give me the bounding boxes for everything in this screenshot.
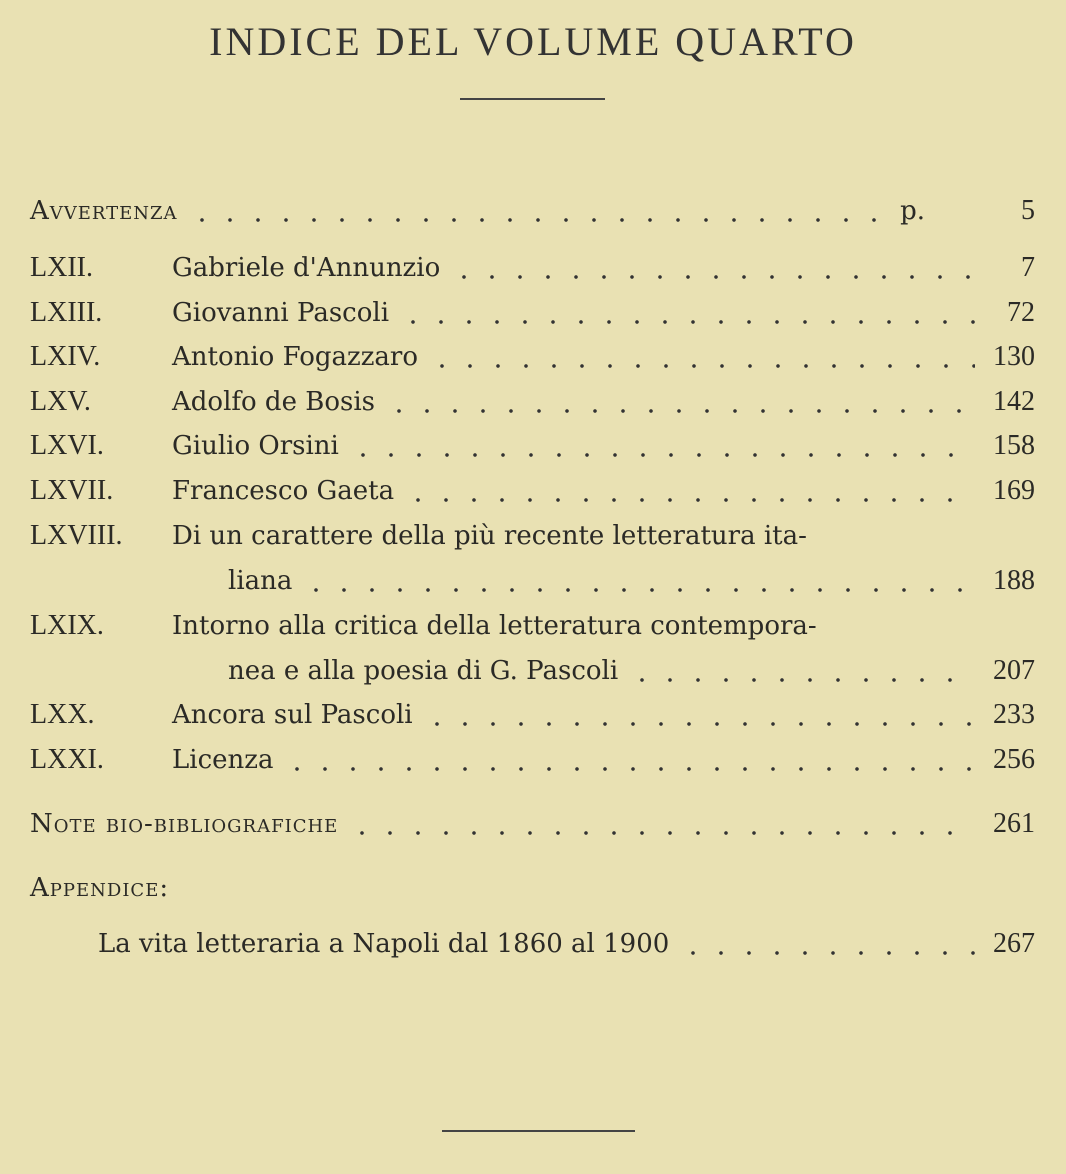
dot-leader [348,830,975,836]
appendix-label: Appendice: [30,873,170,903]
toc-entry [30,610,1035,646]
appendix-heading [30,873,1035,909]
dot-leader [428,363,975,369]
chapter-number: LXIV. [30,341,101,372]
chapter-number: LXXI. [30,744,104,775]
entry-title-continued: liana [228,566,293,596]
toc-entry-appendix [98,928,1035,964]
page-number: 267 [993,928,1035,959]
dot-leader [679,950,975,956]
toc-entry [30,520,1035,556]
chapter-number: LXV. [30,386,91,417]
entry-title: Intorno alla critica della letteratura contempora- [172,611,817,641]
dot-leader [450,274,975,280]
entry-title: Giovanni Pascoli [172,298,390,328]
page-number: 207 [993,655,1035,686]
toc-entry-front [30,195,1035,231]
bottom-divider [442,1130,635,1132]
entry-title: Di un carattere della più recente letteratura ita- [172,521,807,551]
toc-entry-notes [30,808,1035,844]
toc-entry [30,475,1035,511]
dot-leader [423,721,975,727]
dot-leader [349,452,975,458]
dot-leader [399,319,975,325]
page-number: 7 [1021,252,1035,283]
entry-title: Francesco Gaeta [172,476,395,506]
chapter-number: LXVII. [30,475,114,506]
dot-leader [302,587,975,593]
divider [460,98,605,100]
page-title: INDICE DEL VOLUME QUARTO [209,19,857,64]
entry-title: Avvertenza [30,196,178,226]
entry-title: Antonio Fogazzaro [172,342,418,372]
toc-entry [30,297,1035,333]
toc-entry-continued [172,565,1035,601]
chapter-number: LXIX. [30,610,104,641]
entry-title: La vita letteraria a Napoli dal 1860 al 1900 [98,929,670,959]
toc-entry-continued [172,655,1035,691]
page-number: 233 [993,699,1035,730]
page-prefix: p. [900,196,925,226]
entry-title: Licenza [172,745,274,775]
page-number: 72 [1007,297,1035,328]
toc-entry [30,386,1035,422]
entry-title: Note bio-bibliografiche [30,809,339,839]
entry-title: Adolfo de Bosis [172,387,375,417]
entry-title: Gabriele d'Annunzio [172,253,441,283]
page-number: 142 [993,386,1035,417]
page-number: 188 [993,565,1035,596]
toc-entry [30,430,1035,466]
toc-entry [30,699,1035,735]
dot-leader [385,408,975,414]
toc-entry [30,341,1035,377]
page-number: 169 [993,475,1035,506]
page-number: 5 [1021,195,1035,226]
entry-title: Giulio Orsini [172,431,339,461]
chapter-number: LXIII. [30,297,103,328]
toc-entry [30,252,1035,288]
toc-entry [30,744,1035,780]
chapter-number: LXX. [30,699,95,730]
chapter-number: LXVIII. [30,520,123,551]
page-number: 256 [993,744,1035,775]
dot-leader [283,766,975,772]
dot-leader [628,677,975,683]
entry-title-continued: nea e alla poesia di G. Pascoli [228,656,619,686]
page-number: 158 [993,430,1035,461]
chapter-number: LXII. [30,252,93,283]
page-number: 130 [993,341,1035,372]
dot-leader [188,217,891,223]
dot-leader [404,497,975,503]
chapter-number: LXVI. [30,430,104,461]
page-number: 261 [993,808,1035,839]
entry-title: Ancora sul Pascoli [172,700,413,730]
